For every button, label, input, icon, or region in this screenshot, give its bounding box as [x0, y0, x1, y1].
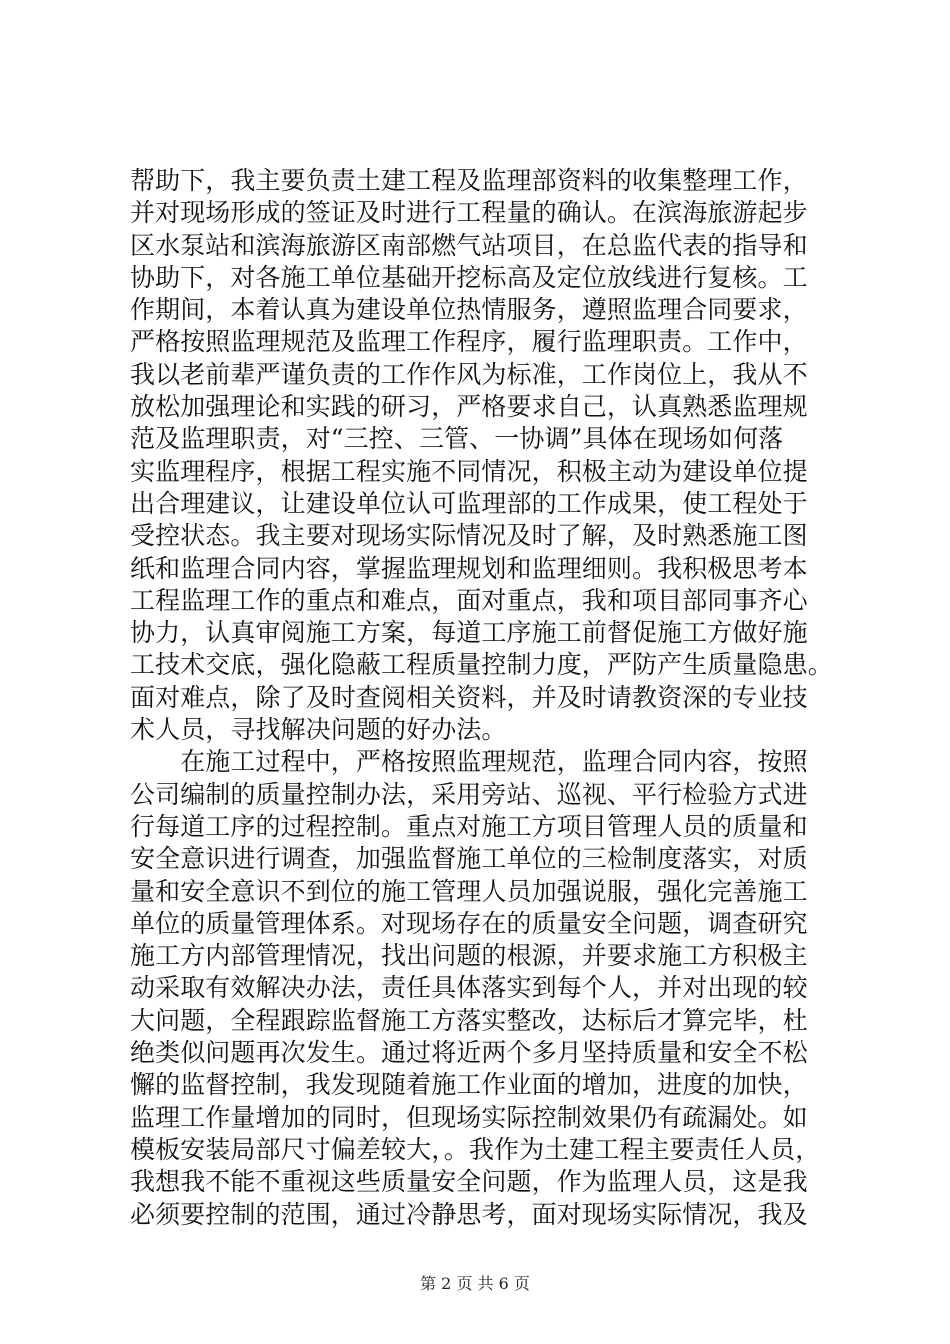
- text-line: 区水泵站和滨海旅游区南部燃气站项目，在总监代表的指导和: [130, 230, 808, 260]
- text-line: 监理工作量增加的同时，但现场实际控制效果仍有疏漏处。如: [130, 1102, 808, 1132]
- text-line: 面对难点，除了及时查阅相关资料，并及时请教资深的专业技: [130, 682, 808, 712]
- text-line: 安全意识进行调查，加强监督施工单位的三检制度落实，对质: [130, 844, 808, 874]
- text-line: 量和安全意识不到位的施工管理人员加强说服，强化完善施工: [130, 876, 808, 906]
- text-line: 动采取有效解决办法，责任具体落实到每个人，并对出现的较: [130, 973, 808, 1003]
- text-line: 工技术交底，强化隐蔽工程质量控制力度，严防产生质量隐患。: [130, 650, 833, 680]
- text-line: 我以老前辈严谨负责的工作作风为标准，工作岗位上，我从不: [130, 359, 808, 389]
- body-text: [130, 165, 850, 1231]
- text-line: 范及监理职责，对“三控、三管、一协调”具体在现场如何落: [130, 424, 784, 454]
- text-line: 我想我不能不重视这些质量安全问题，作为监理人员，这是我: [130, 1167, 808, 1197]
- text-line: 并对现场形成的签证及时进行工程量的确认。在滨海旅游起步: [130, 198, 808, 228]
- text-line: 作期间，本着认真为建设单位热情服务，遵照监理合同要求，: [130, 295, 808, 325]
- text-line: 纸和监理合同内容，掌握监理规划和监理细则。我积极思考本: [130, 553, 808, 583]
- text-line: 必须要控制的范围，通过冷静思考，面对现场实际情况，我及: [130, 1199, 808, 1229]
- text-line: 模板安装局部尺寸偏差较大，。我作为土建工程主要责任人员，: [130, 1134, 821, 1164]
- text-line: 协力，认真审阅施工方案，每道工序施工前督促施工方做好施: [130, 618, 808, 648]
- text-line: 公司编制的质量控制办法，采用旁站、巡视、平行检验方式进: [130, 779, 808, 809]
- text-line: 严格按照监理规范及监理工作程序，履行监理职责。工作中，: [130, 327, 808, 357]
- text-line: 在施工过程中，严格按照监理规范，监理合同内容，按照: [130, 747, 808, 777]
- text-line: 协助下，对各施工单位基础开挖标高及定位放线进行复核。工: [130, 262, 808, 292]
- text-line: 施工方内部管理情况，找出问题的根源，并要求施工方积极主: [130, 941, 808, 971]
- text-line: 术人员，寻找解决问题的好办法。: [130, 715, 507, 745]
- text-line: 绝类似问题再次发生。通过将近两个多月坚持质量和安全不松: [130, 1038, 808, 1068]
- text-line: 帮助下，我主要负责土建工程及监理部资料的收集整理工作，: [130, 166, 808, 195]
- text-line: 懈的监督控制，我发现随着施工作业面的增加，进度的加快，: [130, 1070, 808, 1100]
- text-line: 单位的质量管理体系。对现场存在的质量安全问题，调查研究: [130, 908, 808, 938]
- text-line: 出合理建议，让建设单位认可监理部的工作成果，使工程处于: [130, 488, 808, 518]
- text-line: 实监理程序，根据工程实施不同情况，积极主动为建设单位提: [130, 456, 808, 486]
- text-line: 放松加强理论和实践的研习，严格要求自己，认真熟悉监理规: [130, 392, 808, 422]
- page-footer: 第 2 页 共 6 页: [420, 1274, 530, 1293]
- text-line: 工程监理工作的重点和难点，面对重点，我和项目部同事齐心: [130, 585, 808, 615]
- text-line: 行每道工序的过程控制。重点对施工方项目管理人员的质量和: [130, 811, 808, 841]
- text-line: 大问题，全程跟踪监督施工方落实整改，达标后才算完毕，杜: [130, 1005, 808, 1035]
- text-line: 受控状态。我主要对现场实际情况及时了解，及时熟悉施工图: [130, 521, 808, 551]
